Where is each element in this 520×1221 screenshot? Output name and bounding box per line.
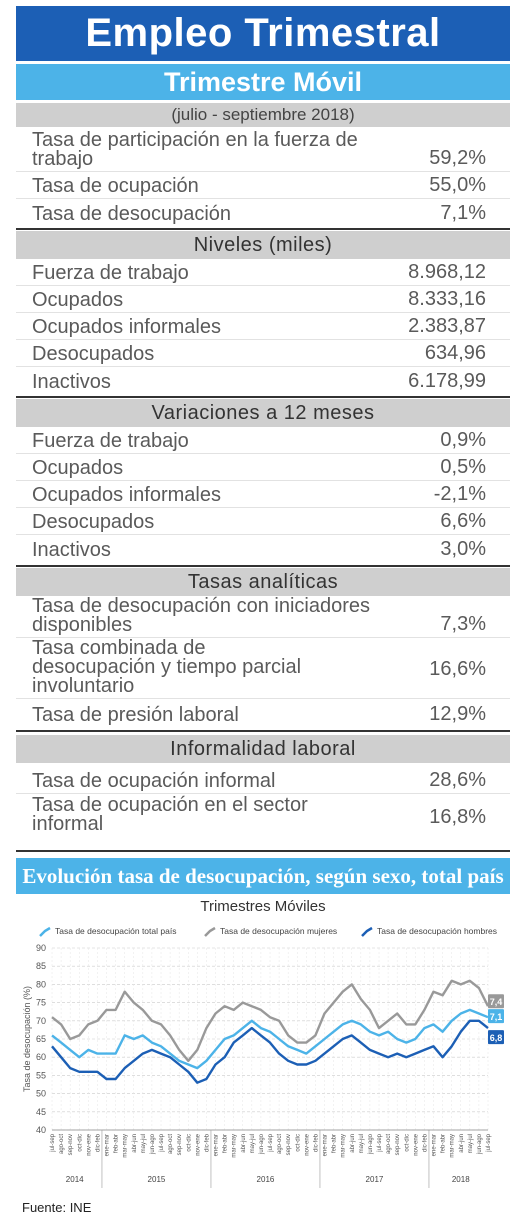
x-tick-label: jul-sep <box>377 1134 383 1152</box>
x-tick-label: mar-may <box>449 1134 456 1158</box>
x-tick-label: may-jul <box>249 1134 256 1154</box>
x-tick-label: dic-feb <box>422 1134 429 1153</box>
stat-value: 634,96 <box>424 342 486 364</box>
x-tick-label: nov-ene <box>195 1134 202 1156</box>
stat-label: Inactivos <box>32 539 111 561</box>
x-tick-label: ene-mar <box>213 1134 220 1157</box>
y-tick-label: 50 <box>35 1088 46 1099</box>
stat-row <box>16 367 510 394</box>
x-tick-label: may-jul <box>358 1134 365 1154</box>
stat-row <box>16 699 510 727</box>
stat-row <box>16 596 510 638</box>
stat-label: Tasa de desocupación con iniciadores disponibles <box>32 595 370 636</box>
x-tick-label: mar-may <box>231 1134 238 1158</box>
x-tick-label: jul-sep <box>159 1134 165 1152</box>
stat-label: Ocupados informales <box>32 316 221 338</box>
stat-row <box>16 454 510 481</box>
section-header-informalidad: Informalidad laboral <box>16 735 510 763</box>
x-tick-label: may-jul <box>140 1134 147 1154</box>
stat-label: Desocupados <box>32 343 155 365</box>
source-note: Fuente: INE <box>22 1200 92 1215</box>
stat-label: Desocupados <box>32 511 155 533</box>
chart-title: Evolución tasa de desocupación, según sexo, total país <box>16 858 510 894</box>
section-divider <box>16 730 510 732</box>
stat-value: 3,0% <box>440 538 486 560</box>
section-header-variaciones: Variaciones a 12 meses <box>16 399 510 427</box>
x-tick-label: oct-dic <box>295 1134 302 1152</box>
legend-swatch <box>40 928 50 936</box>
end-value-label: 6,8 <box>489 1033 503 1044</box>
page-title: Empleo Trimestral <box>16 6 510 61</box>
stat-value: 0,5% <box>440 456 486 478</box>
x-tick-label: abr-jun <box>458 1134 465 1153</box>
x-tick-label: ago-oct <box>386 1134 393 1155</box>
stat-label: Tasa de ocupación informal <box>32 770 276 792</box>
x-tick-label: feb-abr <box>113 1134 120 1154</box>
x-tick-label: ago-oct <box>59 1134 66 1155</box>
x-tick-label: feb-abr <box>331 1134 338 1154</box>
stat-row <box>16 313 510 340</box>
stat-row <box>16 427 510 454</box>
x-tick-label: abr-jun <box>349 1134 356 1153</box>
year-label: 2016 <box>256 1175 275 1184</box>
stat-value: 8.333,16 <box>408 288 486 310</box>
stat-row <box>16 199 510 226</box>
stat-value: 2.383,87 <box>408 315 486 337</box>
stat-label: Tasa combinada de desocupación y tiempo parcial involuntario <box>32 637 302 697</box>
section-divider <box>16 396 510 398</box>
section-header-niveles: Niveles (miles) <box>16 231 510 259</box>
x-tick-label: jun-ago <box>476 1134 483 1155</box>
stat-row <box>16 286 510 313</box>
x-tick-label: dic-feb <box>204 1134 211 1153</box>
x-tick-label: nov-ene <box>86 1134 93 1156</box>
x-tick-label: jul-sep <box>486 1134 492 1152</box>
stat-value: 6.178,99 <box>408 370 486 392</box>
stat-row <box>16 763 510 794</box>
y-axis-label: Tasa de desocupación (%) <box>22 985 32 1093</box>
y-tick-label: 55 <box>35 1070 46 1081</box>
stat-value: -2,1% <box>433 483 486 505</box>
stat-value: 16,6% <box>429 658 486 680</box>
stat-value: 0,9% <box>440 429 486 451</box>
x-tick-label: ene-mar <box>431 1134 438 1157</box>
x-tick-label: oct-dic <box>77 1134 84 1152</box>
x-tick-label: mar-may <box>122 1134 129 1158</box>
stat-value: 55,0% <box>429 174 486 196</box>
stat-row <box>16 340 510 367</box>
year-label: 2015 <box>147 1175 166 1184</box>
stat-label: Tasa de desocupación <box>32 203 232 225</box>
legend-label: Tasa de desocupación hombres <box>377 926 498 936</box>
page-subtitle: Trimestre Móvil <box>16 64 510 100</box>
stat-label: Ocupados informales <box>32 484 221 506</box>
section-divider <box>16 228 510 230</box>
x-tick-label: jun-ago <box>258 1134 265 1155</box>
y-tick-label: 40 <box>35 1125 46 1135</box>
stat-label: Tasa de ocupación en el sector informal <box>32 794 308 835</box>
year-label: 2017 <box>365 1175 384 1184</box>
stat-value: 7,3% <box>440 613 486 635</box>
end-value-label: 7,4 <box>489 997 503 1008</box>
y-tick-label: 75 <box>35 997 46 1008</box>
stat-label: Tasa de ocupación <box>32 175 199 197</box>
stat-label: Inactivos <box>32 371 111 393</box>
x-tick-label: nov-ene <box>304 1134 311 1156</box>
x-tick-label: sep-nov <box>395 1134 402 1156</box>
x-tick-label: ago-oct <box>168 1134 175 1155</box>
x-tick-label: ene-mar <box>322 1134 329 1157</box>
y-tick-label: 90 <box>35 943 46 953</box>
x-tick-label: feb-abr <box>222 1134 229 1154</box>
chart-subtitle: Trimestres Móviles <box>200 898 326 915</box>
stat-label: Ocupados <box>32 457 124 479</box>
stat-row <box>16 481 510 508</box>
stat-value: 59,2% <box>429 147 486 169</box>
y-tick-label: 80 <box>35 979 46 990</box>
year-label: 2014 <box>65 1175 84 1184</box>
x-tick-label: mar-may <box>340 1134 347 1158</box>
legend-swatch <box>362 928 372 936</box>
stat-value: 8.968,12 <box>408 261 486 283</box>
x-tick-label: jul-sep <box>50 1134 56 1152</box>
stat-row <box>16 172 510 199</box>
section-divider <box>16 850 510 852</box>
end-value-label: 7,1 <box>489 1012 503 1023</box>
section-header-analiticas: Tasas analíticas <box>16 568 510 596</box>
x-tick-label: jun-ago <box>149 1134 156 1155</box>
x-tick-label: ago-oct <box>277 1134 284 1155</box>
x-tick-label: jun-ago <box>367 1134 374 1155</box>
x-tick-label: dic-feb <box>95 1134 102 1153</box>
legend-label: Tasa de desocupación total país <box>55 926 177 936</box>
x-tick-label: abr-jun <box>131 1134 138 1153</box>
y-tick-label: 85 <box>35 961 46 972</box>
x-tick-label: sep-nov <box>68 1134 75 1156</box>
x-tick-label: dic-feb <box>313 1134 320 1153</box>
stat-value: 7,1% <box>440 202 486 224</box>
stat-value: 12,9% <box>429 703 486 725</box>
y-tick-label: 60 <box>35 1052 46 1063</box>
stat-row <box>16 508 510 535</box>
y-tick-label: 45 <box>35 1106 46 1117</box>
stat-label: Tasa de participación en la fuerza de trabajo <box>32 129 358 170</box>
x-tick-label: oct-dic <box>186 1134 193 1152</box>
x-tick-label: feb-abr <box>440 1134 447 1154</box>
stat-label: Ocupados <box>32 289 124 311</box>
y-tick-label: 70 <box>35 1015 46 1026</box>
stat-row <box>16 535 510 562</box>
y-tick-label: 65 <box>35 1034 46 1044</box>
x-tick-label: ene-mar <box>104 1134 111 1157</box>
x-tick-label: sep-nov <box>177 1134 184 1156</box>
stat-value: 16,8% <box>429 806 486 828</box>
year-label: 2018 <box>451 1175 470 1184</box>
stat-row <box>16 128 510 172</box>
x-tick-label: sep-nov <box>286 1134 293 1156</box>
stat-value: 6,6% <box>440 510 486 532</box>
stat-value: 28,6% <box>429 769 486 791</box>
x-tick-label: oct-dic <box>404 1134 411 1152</box>
unemployment-line-chart <box>0 918 520 1188</box>
section-divider <box>16 565 510 567</box>
period-label: (julio - septiembre 2018) <box>16 103 510 127</box>
x-tick-label: nov-ene <box>413 1134 420 1156</box>
stat-row <box>16 638 510 699</box>
x-tick-label: abr-jun <box>240 1134 247 1153</box>
stat-label: Tasa de presión laboral <box>32 704 239 726</box>
stat-row <box>16 794 510 836</box>
stat-label: Fuerza de trabajo <box>32 430 189 452</box>
legend-label: Tasa de desocupación mujeres <box>220 926 338 936</box>
legend-swatch <box>205 928 215 936</box>
x-tick-label: may-jul <box>467 1134 474 1154</box>
x-tick-label: jul-sep <box>268 1134 274 1152</box>
stat-row <box>16 259 510 286</box>
stat-label: Fuerza de trabajo <box>32 262 189 284</box>
